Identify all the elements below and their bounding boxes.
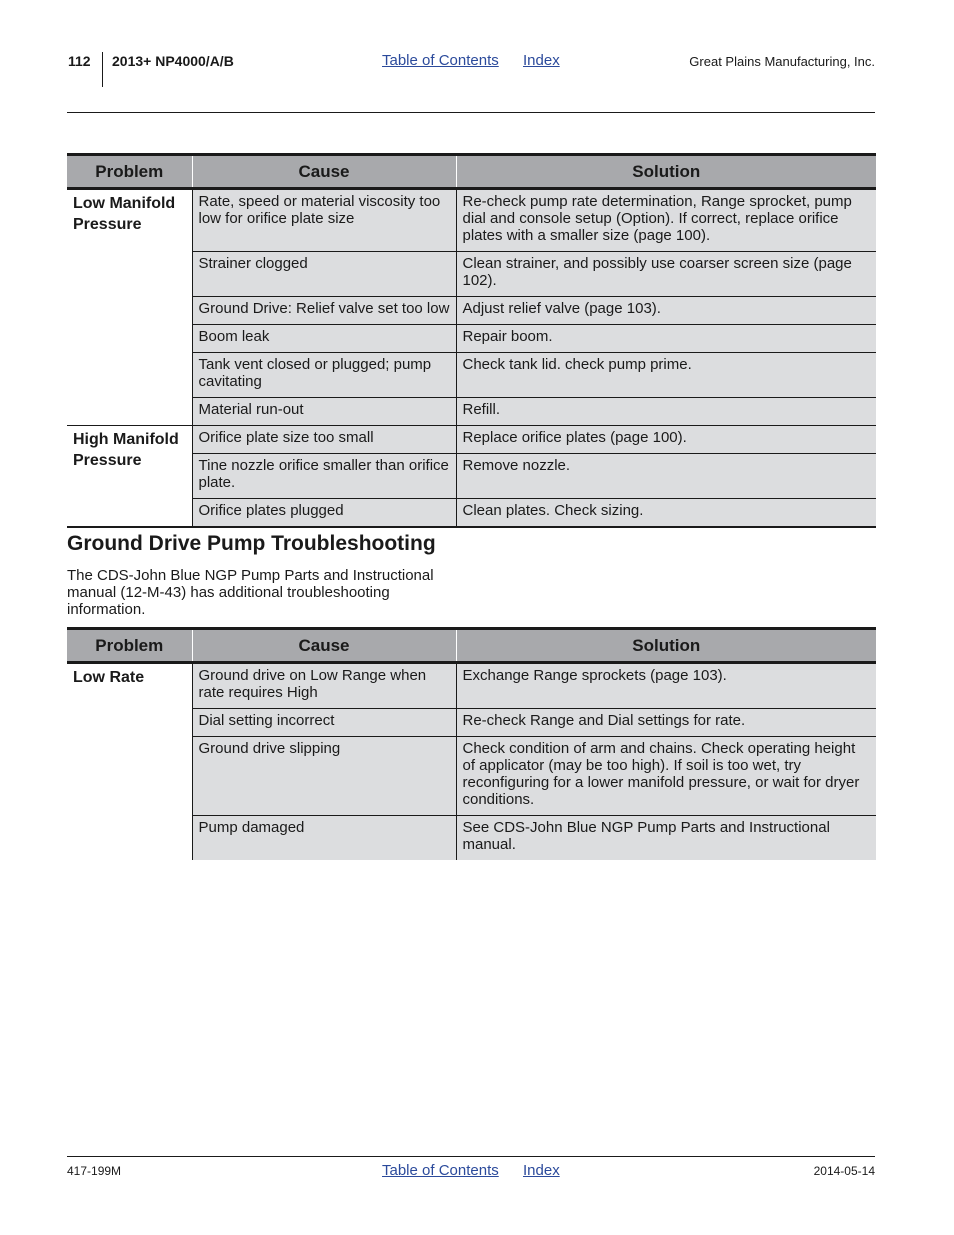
cause-cell: Pump damaged [192,816,456,861]
solution-cell: Check tank lid. check pump prime. [456,353,876,398]
cause-cell: Ground Drive: Relief valve set too low [192,297,456,325]
section-title: Ground Drive Pump Troubleshooting [67,532,436,555]
problem-cell: Low Rate [67,663,192,861]
solution-cell: See CDS-John Blue NGP Pump Parts and Instructional manual. [456,816,876,861]
solution-cell: Repair boom. [456,325,876,353]
problem-column-header: Problem [67,155,192,189]
cause-cell: Rate, speed or material viscosity too low for orifice plate size [192,189,456,252]
solution-cell: Adjust relief valve (page 103). [456,297,876,325]
cause-column-header: Cause [192,155,456,189]
cause-cell: Tine nozzle orifice smaller than orifice plate. [192,454,456,499]
header-index-link[interactable]: Index [523,52,560,69]
table-row [67,663,876,709]
header-divider [102,52,103,87]
cause-cell: Material run-out [192,398,456,426]
doc-title: 2013+ NP4000/A/B [112,53,234,69]
table-header-row [67,155,876,189]
table-row [67,426,876,454]
solution-cell: Re-check pump rate determination, Range sprocket, pump dial and console setup (Option). If correct, replace orifice plates with a smaller size (page 100). [456,189,876,252]
table-header-row [67,629,876,663]
section-intro: The CDS-John Blue NGP Pump Parts and Instructional manual (12-M-43) has additional troubleshooting information. [67,567,434,618]
solution-cell: Check condition of arm and chains. Check operating height of applicator (may be too high). If soil is too wet, try reconfiguring for a lower manifold pressure, or wait for dryer conditions. [456,737,876,816]
problem-column-header: Problem [67,629,192,663]
cause-cell: Tank vent closed or plugged; pump cavitating [192,353,456,398]
header-rule [67,112,875,113]
solution-cell: Re-check Range and Dial settings for rate. [456,709,876,737]
header-toc-link[interactable]: Table of Contents [382,52,499,69]
solution-column-header: Solution [456,629,876,663]
page-number: 112 [68,53,91,69]
cause-cell: Orifice plate size too small [192,426,456,454]
doc-number: 417-199M [67,1164,122,1178]
cause-cell: Orifice plates plugged [192,499,456,528]
cause-cell: Strainer clogged [192,252,456,297]
footer-date: 2014-05-14 [813,1164,875,1178]
solution-column-header: Solution [456,155,876,189]
footer-rule [67,1156,875,1157]
problem-cell: High Manifold Pressure [67,426,192,528]
solution-cell: Clean strainer, and possibly use coarser screen size (page 102). [456,252,876,297]
solution-cell: Refill. [456,398,876,426]
company-name: Great Plains Manufacturing, Inc. [689,54,875,69]
cause-column-header: Cause [192,629,456,663]
solution-cell: Remove nozzle. [456,454,876,499]
cause-cell: Dial setting incorrect [192,709,456,737]
table-row [67,189,876,252]
cause-cell: Ground drive on Low Range when rate requires High [192,663,456,709]
ground-drive-pump-table [67,627,876,860]
solution-cell: Clean plates. Check sizing. [456,499,876,528]
cause-cell: Ground drive slipping [192,737,456,816]
solution-cell: Exchange Range sprockets (page 103). [456,663,876,709]
footer-index-link[interactable]: Index [523,1162,560,1179]
cause-cell: Boom leak [192,325,456,353]
solution-cell: Replace orifice plates (page 100). [456,426,876,454]
problem-cell: Low Manifold Pressure [67,189,192,426]
footer-toc-link[interactable]: Table of Contents [382,1162,499,1179]
manifold-pressure-table [67,153,876,528]
